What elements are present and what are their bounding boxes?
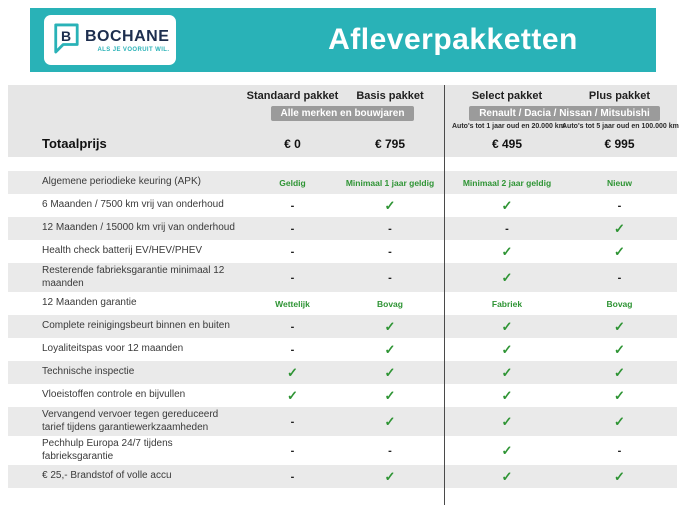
check-icon: ✓ bbox=[614, 468, 625, 484]
column-header-basis: Basis pakket bbox=[356, 90, 424, 102]
dash-mark: - bbox=[617, 199, 622, 212]
feature-label: 6 Maanden / 7500 km vrij van onderhoud bbox=[42, 199, 224, 211]
table-row bbox=[8, 361, 677, 384]
feature-label: Algemene periodieke keuring (APK) bbox=[42, 176, 201, 188]
logo-name: BOCHANE bbox=[85, 27, 170, 45]
feature-value: Fabriek bbox=[491, 298, 523, 309]
total-price-standaard: € 0 bbox=[284, 136, 301, 151]
brands-badge-right: Renault / Dacia / Nissan / Mitsubishi bbox=[469, 106, 660, 121]
feature-value: Bovag bbox=[606, 298, 633, 309]
page-header bbox=[30, 8, 656, 72]
check-icon: ✓ bbox=[287, 387, 298, 403]
dash-mark: - bbox=[617, 444, 622, 457]
dash-mark: - bbox=[290, 343, 295, 356]
brands-badge-left: Alle merken en bouwjaren bbox=[271, 106, 415, 121]
check-icon: ✓ bbox=[614, 364, 625, 380]
dash-mark: - bbox=[388, 271, 392, 284]
table-row bbox=[8, 407, 677, 436]
feature-label: Health check batterij EV/HEV/PHEV bbox=[42, 245, 203, 257]
table-row bbox=[8, 217, 677, 240]
check-icon: ✓ bbox=[501, 442, 513, 458]
check-icon: ✓ bbox=[501, 468, 513, 484]
dash-mark: - bbox=[388, 245, 392, 258]
check-icon: ✓ bbox=[384, 318, 396, 334]
check-icon: ✓ bbox=[501, 318, 513, 334]
check-icon: ✓ bbox=[501, 341, 513, 357]
page-title: Afleverpakketten bbox=[328, 23, 578, 56]
feature-value: Bovag bbox=[377, 298, 403, 309]
check-icon: ✓ bbox=[501, 387, 513, 403]
dash-mark: - bbox=[290, 271, 295, 284]
subnote-plus: Auto's tot 5 jaar oud en 100.000 km bbox=[562, 123, 679, 130]
feature-rows bbox=[8, 171, 677, 488]
check-icon: ✓ bbox=[614, 243, 625, 259]
subnote-select: Auto's tot 1 jaar oud en 20.000 km bbox=[452, 123, 565, 130]
check-icon: ✓ bbox=[614, 387, 625, 403]
feature-label: Loyaliteitspas voor 12 maanden bbox=[42, 343, 184, 355]
check-icon: ✓ bbox=[614, 220, 625, 236]
check-icon: ✓ bbox=[287, 364, 298, 380]
feature-label: Pechhulp Europa 24/7 tijdens fabrieksgarantie bbox=[42, 438, 173, 462]
column-header-select: Select pakket bbox=[471, 90, 543, 102]
table-row bbox=[8, 465, 677, 488]
table-row bbox=[8, 263, 677, 292]
dash-mark: - bbox=[290, 444, 295, 457]
column-divider bbox=[444, 85, 445, 505]
feature-label: 12 Maanden / 15000 km vrij van onderhoud bbox=[42, 222, 235, 234]
check-icon: ✓ bbox=[501, 243, 513, 259]
feature-label: 12 Maanden garantie bbox=[42, 297, 137, 309]
dash-mark: - bbox=[290, 320, 295, 333]
check-icon: ✓ bbox=[614, 341, 625, 357]
table-row bbox=[8, 171, 677, 194]
table-row bbox=[8, 436, 677, 465]
feature-label: Vloeistoffen controle en bijvullen bbox=[42, 389, 186, 401]
check-icon: ✓ bbox=[501, 413, 513, 429]
check-icon: ✓ bbox=[384, 341, 396, 357]
logo-text-block bbox=[85, 28, 169, 53]
check-icon: ✓ bbox=[501, 364, 513, 380]
column-header-plus: Plus pakket bbox=[588, 90, 651, 102]
feature-label: Technische inspectie bbox=[42, 366, 135, 378]
bochane-logo bbox=[44, 15, 176, 65]
total-price-basis: € 795 bbox=[374, 136, 406, 151]
check-icon: ✓ bbox=[614, 318, 625, 334]
column-headers-row bbox=[8, 90, 677, 103]
total-price-row bbox=[8, 136, 677, 151]
check-icon: ✓ bbox=[501, 197, 513, 213]
feature-label: Complete reinigingsbeurt binnen en buiten bbox=[42, 320, 230, 332]
dash-mark: - bbox=[290, 222, 295, 235]
table-row bbox=[8, 240, 677, 263]
subnotes-row bbox=[8, 123, 677, 132]
feature-value: Geldig bbox=[279, 177, 306, 188]
feature-value: Minimaal 1 jaar geldig bbox=[345, 177, 435, 188]
total-price-plus: € 995 bbox=[604, 136, 635, 151]
feature-value: Wettelijk bbox=[275, 298, 310, 309]
speech-bubble-b-icon bbox=[52, 22, 80, 59]
dash-mark: - bbox=[617, 271, 622, 284]
feature-value: Nieuw bbox=[606, 177, 633, 188]
check-icon: ✓ bbox=[501, 269, 513, 285]
dash-mark: - bbox=[388, 222, 392, 235]
total-price-label: Totaalprijs bbox=[42, 136, 107, 151]
brand-badges-row bbox=[8, 106, 677, 121]
table-row bbox=[8, 338, 677, 361]
check-icon: ✓ bbox=[614, 413, 625, 429]
header-body-gap bbox=[8, 157, 677, 171]
dash-mark: - bbox=[290, 470, 295, 483]
feature-label: € 25,- Brandstof of volle accu bbox=[42, 470, 172, 482]
check-icon: ✓ bbox=[384, 413, 396, 429]
dash-mark: - bbox=[505, 222, 509, 235]
table-header bbox=[8, 85, 677, 157]
table-row bbox=[8, 384, 677, 407]
dash-mark: - bbox=[290, 199, 295, 212]
dash-mark: - bbox=[290, 415, 295, 428]
table-row bbox=[8, 292, 677, 315]
check-icon: ✓ bbox=[384, 197, 396, 213]
feature-label: Vervangend vervoer tegen gereduceerd tarief tijdens garantiewerkzaamheden bbox=[42, 409, 219, 433]
feature-value: Minimaal 2 jaar geldig bbox=[462, 177, 552, 188]
total-price-select: € 495 bbox=[491, 136, 523, 151]
table-row bbox=[8, 315, 677, 338]
feature-label: Resterende fabrieksgarantie minimaal 12 maanden bbox=[42, 265, 225, 289]
logo-tagline: ALS JE VOORUIT WIL. bbox=[97, 46, 170, 53]
column-header-standaard: Standaard pakket bbox=[246, 90, 339, 102]
check-icon: ✓ bbox=[384, 387, 396, 403]
dash-mark: - bbox=[388, 444, 392, 457]
dash-mark: - bbox=[290, 245, 295, 258]
check-icon: ✓ bbox=[384, 468, 396, 484]
svg-text:B: B bbox=[60, 27, 72, 44]
table-row bbox=[8, 194, 677, 217]
package-table bbox=[8, 85, 677, 488]
check-icon: ✓ bbox=[384, 364, 396, 380]
